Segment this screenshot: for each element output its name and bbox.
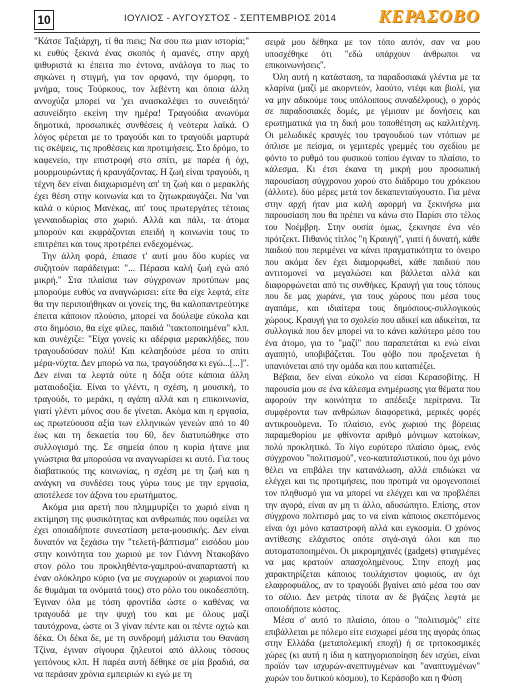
paragraph: Μέσα σ' αυτό το πλαίσιο, όπου ο "πολιτισμός" είτε επιβάλλεται με πόλεμο είτε εισχωρεί μέσα της αγοράς όπως στην Ελλάδα (μεταπολεμική εποχή) ή σε τριτοκοσμικές χώρες (κι αυτή η ίδια η κατηγοριοποίηση δεν ισχύει, είναι προϊόν των ισχυρών-ανεπτυγμένων και "αναπτυγμένων" χωρών του δυτικού κόσμου), το Κεράσοβο και η Φύση [265, 615, 480, 683]
paragraph: Ακόμα μια αρετή που πλημμυρίζει το χωριό είναι η εκτίμηση της φυσικότητας και ανθρωπιάς που οφείλει να έχει οποιαδήποτε συνεστίαση μετα-μουσικής. Δεν είναι δυνατόν να ξεχάσω την "τελετή-βάπτισμα" εισόδου μου στην κοινότητα του χωριού με τον Γιάννη Ντακοβάνο στον ρόλο του προκληθέντα-γαμπρού-αναπαρταστή κι έναν ολόκληρο κύριο (να με συγχωρούν οι χωριανοί που δε θυμάμαι τα ονόματά τους) στο ρόλο του οικοδεσπότη. Έγιναν όλα με τόση φροντίδα ώστε ο καθένας να τραγουδά με την ψυχή του και με όλους μαζί ταυτόχρονα, ώστε οι 3 γίναν πέντε και οι πέντε οχτώ και δέκα. Οι δέκα δε, με τη συνδρομή μάλιστα του Θανάση Τζίνα, έγιναν σίγουρα ζηλευτοί από άλλους τόσους γειτόνους κλπ. Η παρέα αυτή δέθηκε σε μία βραδιά, σα να περάσαν χρόνια εμπειριών κι εγώ με τη [34, 502, 249, 680]
magazine-logo: ΚΕΡΑΣΟΒΟ [378, 6, 480, 26]
right-column [265, 37, 480, 685]
paragraph: "Κάτσε Ταξιάρχη, τί θα πιεις; Να σου πω μιαν ιστορία;" κι ευθύς ξεκινά ένας σκοπός ή αμανές, στην αρχή ψιθυριστά κι έπειτα πιο έντονα, ανάλογα το πως το σηκώνει η στιγμή, για τον ορφανό, την όμορφη, το μνήμα, τους Τούρκους, τον λεβέντη και όποια άλλη αννοχύζα μπορεί να 'χει ανασκαλέψει το συνειδητό/ασυνείδητο εκείνη την ημέρα! Τραγούδια ανωνύμα δημοτικά, προσωπικές συνθέσεις ή νεότερα λαϊκά. Ο λόγος φέρεται με το τραγούδι και το τραγούδι μαρτυρά τις σκέψεις, τις προθέσεις και προτιμήσεις. Στο δρόμο, το καφενείο, την επιστροφή στο σπίτι, με παρέα ή όχι, μουρμουρώντας ή κραυγάζοντας. Η ζωή είναι τραγούδι, η τέχνη δεν είναι διαχωρισμένη απ' τη ζωή και ο μερακλής έχει θέση στην κοινωνία και το ζητωκραυγάζει. Να 'ναι καλά ο κύριος Μανέκας, απ' τους πρωτεργάτες τέτοιας γενναιοδωρίας στο χωριό. Αλλά και πάλι, τα άτομα μπορούν και εκφράζονται επειδή η κοινωνία τους το επιτρέπει και τους προτρέπει ενδεχομένως. [34, 37, 250, 250]
left-column [34, 37, 249, 682]
header-rule [34, 32, 480, 33]
paragraph: Όλη αυτή η κατάσταση, τα παραδοσιακά γλέντια με τα κλαρίνα (μαζί με ακορντεόν, λαούτο, ντέφι και βιολί, για να μην αδικούμε τους υπόλοιπους συναδέλφους), ο χορός σε παραδοσιακές δομές, με γέμισαν με δονήσεις και ερωτηματικά για τη δική μου τοποθέτηση ως καλλιτέχνη. Οι μελωδικές κραυγές του τραγουδιού των ντόπιων με όπλισε με πείσμα, οι γεμιτερές γρεμμές του σχεδίου με φόντο το ρυθμό του φυσικού τοπίου έγιναν το πλαίσιο, το κάλεσμα. Κι έτσι έκανα τη μικρή μου προσωπική παρουσίαση σύγχρονου χορού στο διάδρομο του χρόκειου (άλλοτε). δύο μέρες μετά τον δεκαπενταύγουστο. Για μένα στην αρχή ήταν μια καλή αφορμή να ξεκινήσω μια παρουσίαση που θα πρέπει να κάνω στο Παρίσι στο τέλος του Νοέμβρη. Στην ουσία όμως, ξεκινησε ένα νέο πρότζεκτ. Πιθανός τίτλος "η Κραυγή", γιατί ή δυνατή, κάθε παιδιού που περιμένει να κάνει πραγματικότητα το όνειρο που ακόμα δεν έχει διαμορφωθεί, κάθε παιδιού που αντιτομονεί να μεγαλώσει και βάλλεται αλλά και διαφορφώνεται από τις συνθήκες. Κραυγή για τους τόπους που δε μας χωράνε, για τους χώρους που μέσα τους αγαπάμε, και ιδιαίτερα τους δημόσιους-συλλογικούς χώρους. Κραυγή για το σχολείο που αδικεί και αδικείται, τα συλλογικά που δεν μπορεί να το κάνει καλύτερο μέσο του ένα άτομο, για το "μαζί" που παραπετάται κι ενώ είναι αγαπητό, υποβιβάζεται. Του φόβο που προξενεται ή υπανιόνεται από την ομάδα και που καταπιέζει. [265, 71, 480, 371]
page-header [34, 6, 480, 32]
page-number: 10 [34, 10, 54, 30]
paragraph: σειρά μου δέθηκα με τον τόπο αυτόν, σαν να μου υποσχέθηκε ότι "εδώ υπάρχουν άνθρωποι να επικοινωνήσεις". [265, 37, 480, 71]
issue-date: ΙΟΥΛΙΟΣ - ΑΥΓΟΥΣΤΟΣ - ΣΕΠΤΕΜΒΡΙΟΣ 2014 [124, 13, 337, 24]
paragraph: Βέβαια, δεν είναι εύκολο να είσαι Κερασοβίτης. Η παρουσία μου σε ένα κάλεσμα ενημέρωσης για θέματα που αφορούν την κοινότητα το απέδειξε περίτρανα. Τα συμφέροντα των ανθρώπων διαφορετικά, μερικές φορές αντικρουόμενα. Το πλαίσιο, ενός χωριού της βόρειας παραμεθορίου με φθίνοντα αριθμό μόνιμων κατοίκων, πολύ προκλητικό. Το λίγο ευρύτερο πλαίσιο όμως, ενός σύγχρονου "πολιτισμού", νεο-καπιταλιστικού, που όχι μόνο θέλει να επιβάλει την κατανάλωση, αλλά επιδιώκει να ελέγχει και τις προτιμήσεις, που προτιμά να ομογενοποιεί τον πληθυσμό για να μπορεί να ελέγχει και να προβλέπει την αγορά, είναι αν μη τι άλλο, αδυσώπητο. Επίσης, στον σύγχρονο πολιτισμό μας το να είναι κάποιος σκεπτόμενος είναι όχι μόνο καταστροφή αλλά και εγκοσμία. Ο χρόνος αντίθεσης ελάχιστος οπότε σιγά-σιγά όλοι και πιο αυτοματοποιημένοι. Οι μικρομηχανές (gadgets) φτιαγμένες να μας κρατούν απασχολημένους. Στην εποχή μας χαρακτηρίζεται κάποιος τουλάχιστον ψοφιούς, αν όχι ελαφροφυάλος, αν το τραγούδι βγαίνει από μέσα του σαν το σάλιο. Δεν μετράς τίποτα αν δε βγάζεις λεφτά με οποιοδήποτε κόστος. [265, 372, 480, 614]
paragraph: Την άλλη φορά, έπιασε τ' αυτί μου δύο κυρίες να συζητούν παράδειγμα: "... Πέρασα καλή ζωή εγώ από μικρή." Στα πλαίσια των σύγχρονων προτύπων μας μπορούμε ευθύς να αναγνώρισει: είτε θα είχε λεφτά, είτε θα την περιποιήθηκαν οι γονείς της, θα καλοπαντρεύτηκε έπειτα κάποιον πλούσιο, μπορεί να δούλεψε εύκολα και στο δημόσιο, θα είχε φίλες, παιδιά "τακτοποιημένα" κλπ. και συνέχιζε: "Είχα γονείς κι αδέρφια μερακλήδες, που τραγουδούσαν πολύ! Και κελαηδούσε μέσα το σπίτι μέρα-νύχτα. Δεν μπορώ να πω, τραγούδησα κι εγώ...[...]". Δεν είναι τα λεφτά ούτε η δόξα ούτε κάποια άλλη ματαιοδοξία. Είναι το γλέντι, η σχέση, η μουσική, το τραγούδι, το μεράκι, η αγάπη αλλά και η επικοινωνία, γιατί γλέντι μόνος σου δε γίνεται. Ακόμα και η εργασία, ως πρωτεύουσα αξία των ελληνικών γενεών από το 40 έως και τη δεκαετία του 60, δεν διατυπώθηκε στο συλλογισμό της. Σε σημεία όπου η κυρία ήτανε μια γνώστρια θα μπορούσα να αναγνωρίσει κι αυτό. Για τους διαβατικούς της κοινωνίας, η σχέση με τη ζωή και η ανάγκη να συνδέσει τους γύρω τους με την εργασία, αποτέλεσε τον άξονα του ερωτήματος. [34, 251, 249, 501]
